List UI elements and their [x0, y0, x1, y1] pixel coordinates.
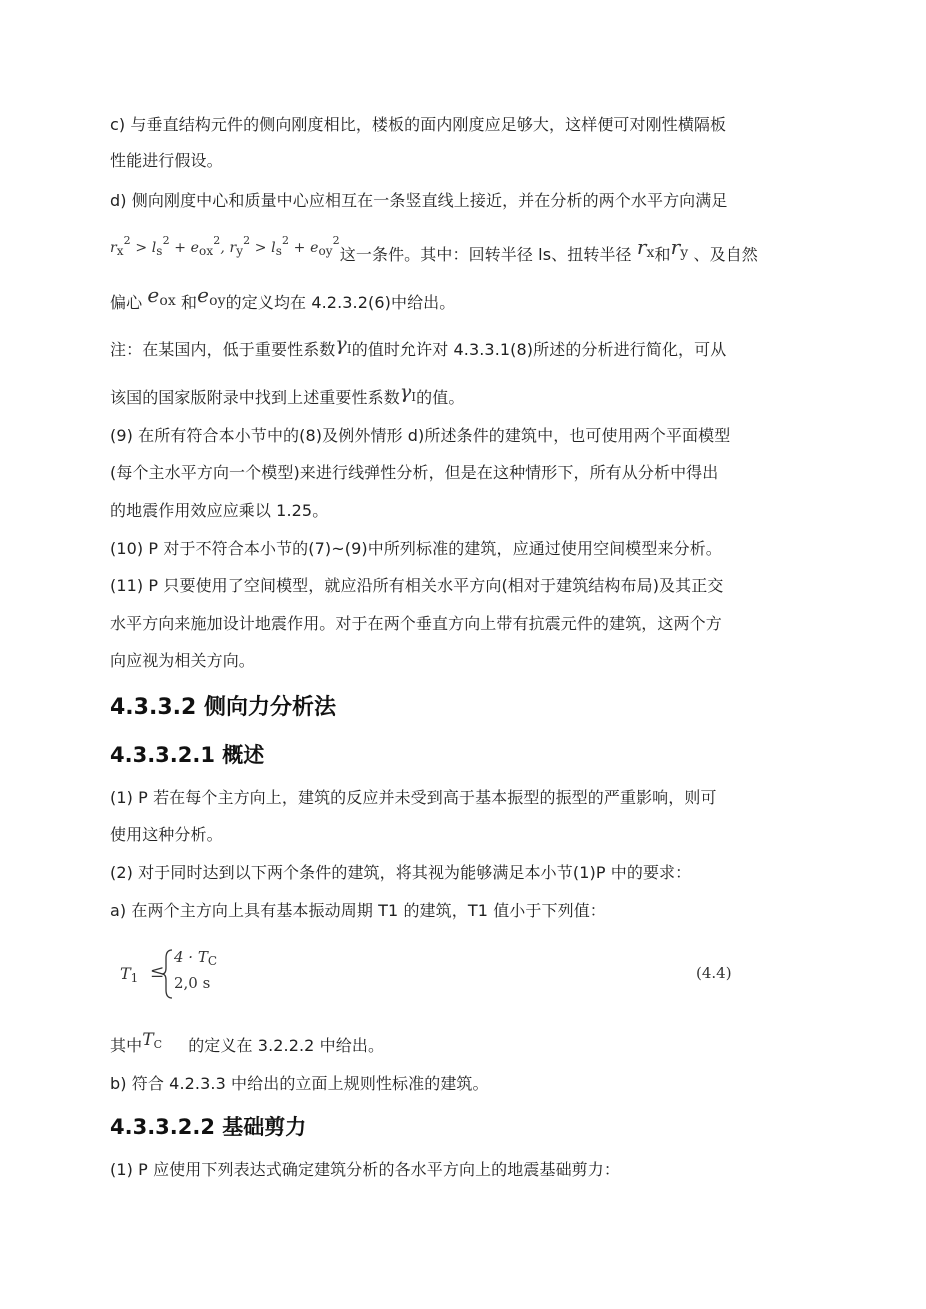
gamma-symbol: $\gamma_I$ [399, 381, 417, 404]
paragraph-line: 水平方向来施加设计地震作用。对于在两个垂直方向上带有抗震元件的建筑，这两个方 [110, 614, 722, 633]
subsection-heading: 4.3.3.2.2 基础剪力 [110, 1115, 307, 1139]
eoy-symbol: $e_{oy}$ [197, 283, 226, 309]
eox-symbol: $e_{ox}$ [147, 283, 176, 309]
paragraph-line: (2) 对于同时达到以下两个条件的建筑，将其视为能够满足本小节(1)P 中的要求： [110, 863, 692, 882]
equation-number: (4.4) [696, 964, 732, 982]
gamma-symbol: $\gamma_I$ [335, 333, 352, 356]
paragraph-line: (9) 在所有符合本小节中的(8)及例外情形 d)所述条件的建筑中，也可使用两个平面模型 [110, 426, 731, 445]
subsection-heading: 4.3.3.2.1 概述 [110, 743, 265, 767]
ry-symbol: $r_y$ [670, 235, 689, 261]
note-line: 注：在某国内，低于重要性系数$\gamma_I$的值时允许对 4.3.3.1(8)所述的分析进行简化，可从 [110, 333, 727, 359]
paragraph-line: 性能进行假设。 [110, 151, 223, 170]
paragraph-line: 其中$T_C$ 的定义在 3.2.2.2 中给出。 [110, 1030, 385, 1055]
paragraph-line: (10) P 对于不符合本小节的(7)~(9)中所列标准的建筑，应通过使用空间模型来分析。 [110, 539, 722, 558]
equation-4-4: $T_1$ ≤ $4 \cdot T_C$ 2,0 s [120, 944, 240, 1004]
condition-formula: $rx^2 > ls^2 + eox^2$, $ry^2 > ls^2 + eoy^2$ [110, 234, 340, 258]
rx-symbol: $r_x$ [636, 235, 655, 261]
paragraph-line: a) 在两个主方向上具有基本振动周期 T1 的建筑，T1 值小于下列值： [110, 901, 606, 920]
paragraph-line: 的地震作用效应应乘以 1.25。 [110, 501, 329, 520]
paragraph-line: (1) P 若在每个主方向上，建筑的反应并未受到高于基本振型的振型的严重影响，则可 [110, 788, 717, 807]
paragraph-line: c) 与垂直结构元件的侧向刚度相比，楼板的面内刚度应足够大，这样便可对刚性横隔板 [110, 115, 727, 134]
paragraph-line: (1) P 应使用下列表达式确定建筑分析的各水平方向上的地震基础剪力： [110, 1160, 620, 1179]
note-line: 该国的国家版附录中找到上述重要性系数$\gamma_I$的值。 [110, 381, 465, 407]
paragraph-line-condition: $rx^2 > ls^2 + eox^2$, $ry^2 > ls^2 + eoy^2$这一条件。其中：回转半径 ls、扭转半径 $r_x$和$r_y$ 、及自然 [110, 238, 820, 270]
paragraph-line: b) 符合 4.2.3.3 中给出的立面上规则性标准的建筑。 [110, 1074, 489, 1093]
paragraph-line: d) 侧向刚度中心和质量中心应相互在一条竖直线上接近，并在分析的两个水平方向满足 [110, 191, 728, 210]
paragraph-line: (每个主水平方向一个模型)来进行线弹性分析，但是在这种情形下，所有从分析中得出 [110, 463, 719, 482]
section-heading: 4.3.3.2 侧向力分析法 [110, 695, 336, 720]
paragraph-line: 向应视为相关方向。 [110, 651, 255, 670]
tc-symbol: $T_C$ [142, 1030, 163, 1051]
paragraph-line: (11) P 只要使用了空间模型，就应沿所有相关水平方向(相对于建筑结构布局)及其正交 [110, 576, 724, 595]
paragraph-line: 使用这种分析。 [110, 825, 223, 844]
paragraph-line: 偏心 $e_{ox}$ 和$e_{oy}$的定义均在 4.2.3.2(6)中给出。 [110, 283, 456, 312]
